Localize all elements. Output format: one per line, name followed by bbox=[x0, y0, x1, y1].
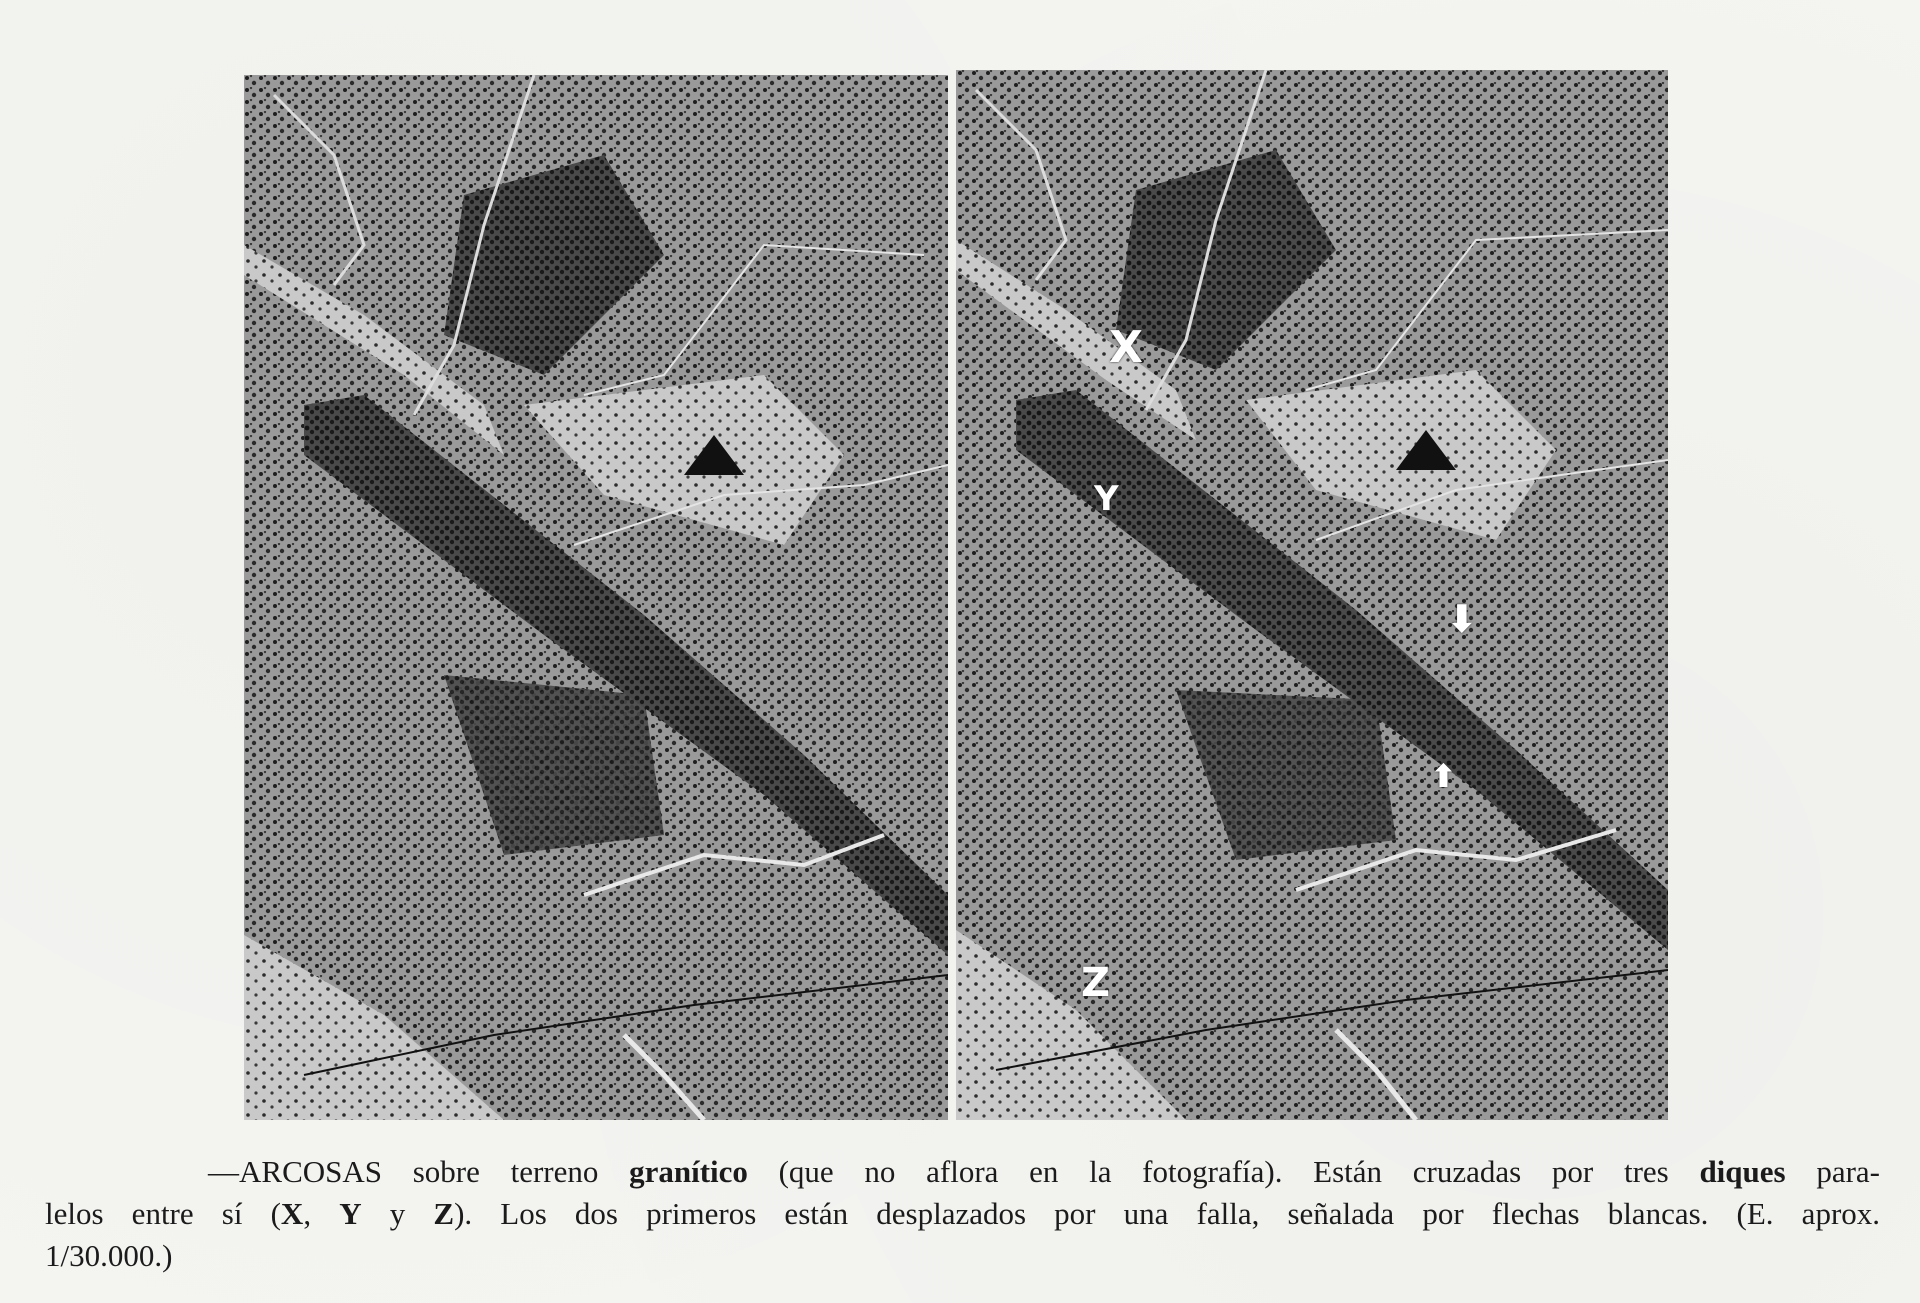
figure-caption bbox=[45, 1151, 1881, 1277]
fault-arrow-down-icon: ⬇ bbox=[1446, 597, 1478, 641]
dike-marker-z: Z bbox=[1081, 960, 1111, 1006]
caption-line-1-prefix: —ARCOSAS sobre terreno bbox=[208, 1154, 630, 1189]
aerial-photo-right bbox=[956, 70, 1668, 1120]
caption-line-1-suffix: para- bbox=[1785, 1154, 1880, 1189]
caption-line-2-prefix: lelos entre sí ( bbox=[45, 1196, 281, 1231]
aerial-photo-left-image bbox=[244, 75, 948, 1120]
aerial-photo-right-image bbox=[956, 70, 1668, 1120]
aerial-photo-left bbox=[244, 75, 948, 1120]
caption-line-1-middle: (que no aflora en la fotografía). Están cruzadas por tres bbox=[747, 1154, 1700, 1189]
caption-sep-1: , bbox=[303, 1196, 340, 1231]
caption-line-1 bbox=[200, 1151, 1880, 1193]
fault-arrow-up-icon: ⬆ bbox=[1430, 757, 1457, 795]
dike-marker-y: Y bbox=[1094, 479, 1119, 519]
caption-label-y: Y bbox=[339, 1196, 362, 1231]
caption-label-x: X bbox=[280, 1196, 304, 1231]
caption-line-2-suffix: ). Los dos primeros están desplazados por una falla, señalada por flechas blancas. (E. aprox. bbox=[454, 1196, 1881, 1231]
photo-divider bbox=[948, 70, 956, 1120]
stereo-figure bbox=[244, 70, 1668, 1120]
caption-term-granitico: granítico bbox=[629, 1154, 748, 1189]
dike-marker-x: X bbox=[1109, 322, 1143, 373]
caption-label-z: Z bbox=[433, 1196, 455, 1231]
caption-line-2 bbox=[45, 1193, 1880, 1235]
caption-sep-2: y bbox=[361, 1196, 434, 1231]
caption-term-diques: diques bbox=[1699, 1154, 1786, 1189]
caption-line-3: 1/30.000.) bbox=[45, 1238, 173, 1273]
